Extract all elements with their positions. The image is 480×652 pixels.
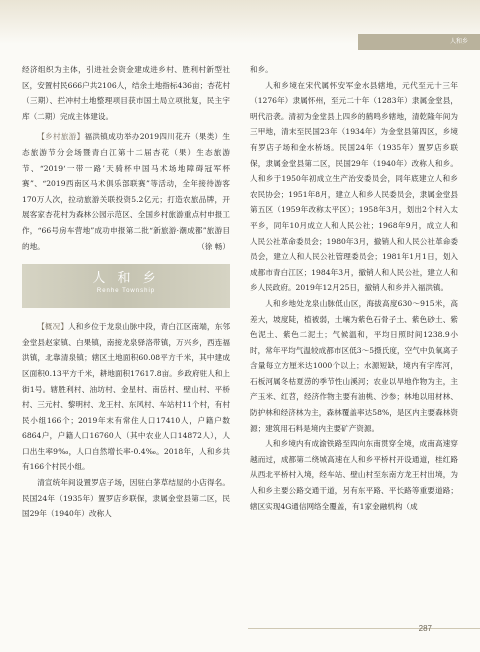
paragraph: 和乡。 <box>250 65 273 74</box>
paragraph: 经济组织为主体，引进社会资金建成进乡村、胜利村新型社区，安置村民666户共2106人，结余土地指标436亩；杏花村（三期）、拦冲村土地整理项目获市国土局立项批复，民主宇库（二期）完成主体建设。 <box>22 65 230 121</box>
banner-title: 人 和 乡 <box>92 271 160 287</box>
section-tag: 【乡村旅游】 <box>37 132 85 142</box>
running-header-text: 人和乡 <box>449 38 468 45</box>
running-header <box>358 34 480 50</box>
township-banner <box>22 264 230 308</box>
right-column <box>250 62 458 514</box>
paragraph: 人和乡境内有成渝铁路至四向东南贯穿全境，成南高速穿越而过，成都第二绕城高速在人和乡平桥村开设通道，桂红路从西北平桥村入境，经车站、壁山村至东南方龙王村出境，为人和乡主要公路交通干道，另有东平路、平长路等重要道路；辖区实现4G通信网络全覆盖，有1家金融机构（成 <box>250 439 458 511</box>
paragraph: 人和乡境在宋代属怀安军金水县辖地，元代至元十三年（1276年）隶属怀州，至元二十年（1283年）隶属金堂县，明代沿袭。清初为金堂县上四乡的鹤鸣乡辖地，清乾隆年间为三甲地，清末至民国23年（1934年）为金堂县第四区，乡境有罗店子场和金水桥场。民国24年（1935年）置罗店乡联保，隶属金堂县第二区，民国29年（1940年）改称人和乡。人和乡于1950年初成立生产治安委员会，同年底建立人和乡农民协会；1951年8月，建立人和乡人民委员会，隶属金堂县第五区（1959年改称太平区）；1958年3月，划出2个村入太平乡，同年10月成立人和人民公社；1968年9月，成立人和人民公社革命委员会；1980年3月，撤销人和人民公社革命委员会，建立人和人民公社管理委员会；1981年1月1日，划入成都市青白江区；1984年3月，撤销人和人民公社，建立人和乡人民政府。2019年12月25日，撤销人和乡并入福洪镇。 <box>250 80 458 293</box>
banner-subtitle: Renhe Township <box>96 288 156 295</box>
page-number: 287 <box>418 624 432 633</box>
author-signature: （徐 畅） <box>197 241 230 251</box>
paragraph-text: 人和乡位于龙泉山脉中段，青白江区南端，东邻金堂县赵家镇、白果镇，南接龙泉驿洛带镇，万兴乡，西连福洪镇，北靠清泉镇；辖区土地面积60.08平方千米，其中建成区面积0.13平方千米，耕地面积17617.8亩。乡政府驻人和上街1号。辖胜利村、油坊村、金星村、南岳村、壁山村、平桥村、三元村、黎明村、龙王村、东风村、车站村11个村，有村民小组166个；2019年末有常住人口17410人，户籍户数6864户，户籍人口16760人（其中农业人口14872人），人口出生率9‰，人口自然增长率-0.4‰。2018年，人和乡共有166个村民小组。 <box>22 322 231 472</box>
left-column <box>22 62 230 522</box>
paragraph-text: 福洪镇成功举办2019四川花卉（果类）生态旅游节分会场暨青白江第十二届杏花（果）生态旅游节、“2019‘一带一路’天骑杯中国马术场地障碍冠军杯赛”、“2019西南区马术俱乐部联赛”等活动，全年接待游客170万人次，拉动旅游关联投资5.2亿元；打造农旅品牌，开展客家杏花村为森林公园示范区、全国乡村旅游重点村申报工作，“66号房车营地”成功申报第二批“新旅游·潮成都”旅游目的地。 <box>22 132 231 251</box>
paragraph: 人和乡地处龙泉山脉低山区，海拔高度630～915米，高差大，坡度陡，植被弱，土壤为紫色石骨子土、紫色砂土、紫色泥土、紫色二泥土；气候温和，平均日照时间1238.9小时，常年平均气温较成都市区低3～5摄氏度，空气中负氧离子含量每立方厘米达1000个以上；水源短缺，境内有字库河，石板河属冬枯夏涝的季节性山溪河；农业以旱地作物为主，主产玉米、红苕，经济作物主要有油桃、沙参；林地以用材林、防护林和经济林为主，森林覆盖率达58%，是区内主要森林资源；建筑用石料是境内主要矿产资源。 <box>250 298 458 433</box>
paragraph: 清宣统年间设置罗店子场，因驻白茅草结屋的小店得名。民国24年（1935年）置罗店乡联保，隶属金堂县第二区，民国29年（1940年）改称人 <box>22 478 230 519</box>
paragraph-rural-tourism <box>22 129 230 254</box>
paragraph-overview <box>22 319 230 475</box>
section-tag: 【概况】 <box>37 322 69 332</box>
footer-rule <box>458 628 480 629</box>
